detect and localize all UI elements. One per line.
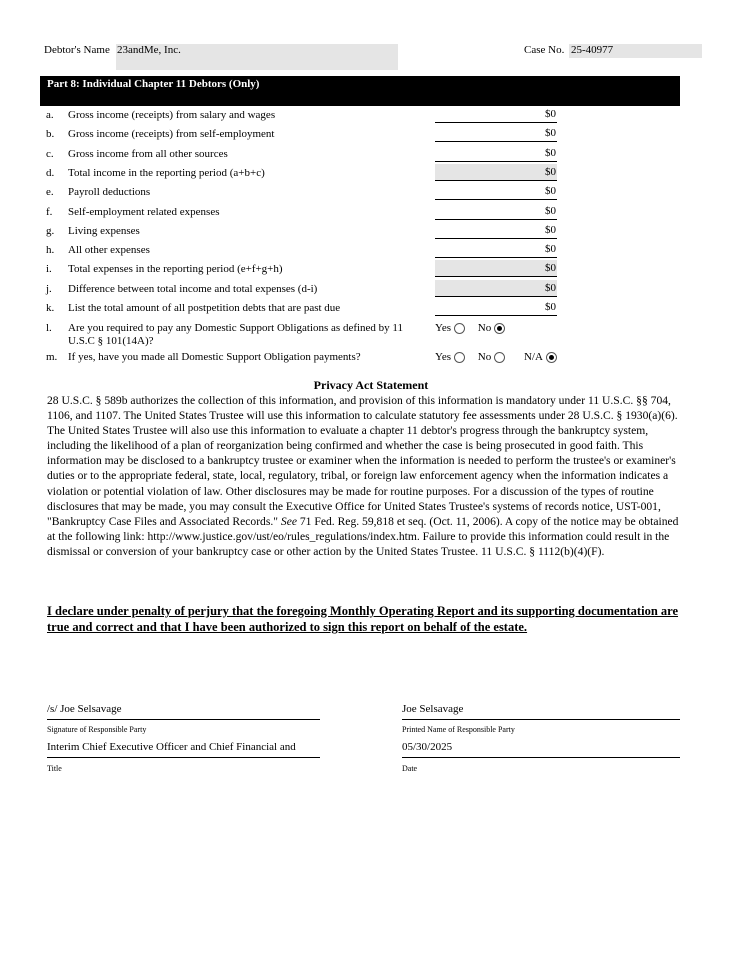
privacy-act-title: Privacy Act Statement	[313, 378, 429, 392]
printed-name-value: Joe Selsavage	[402, 703, 464, 715]
table-row	[0, 280, 742, 299]
table-row	[0, 241, 742, 260]
amount-field[interactable]: $0	[435, 125, 557, 142]
amount-field[interactable]: $0	[435, 145, 557, 162]
radio-button[interactable]	[454, 352, 465, 363]
title-value: Interim Chief Executive Officer and Chief Financial and	[47, 741, 296, 753]
date-field[interactable]	[402, 741, 680, 758]
radio-button[interactable]	[494, 352, 505, 363]
row-label: Gross income (receipts) from self-employment	[68, 128, 275, 141]
row-letter: a.	[46, 109, 54, 121]
radio-button-selected[interactable]	[494, 323, 505, 334]
perjury-declaration: I declare under penalty of perjury that the foregoing Monthly Operating Report and its supporting documentation are true and correct and that I have been authorized to sign this report on behalf of the estate.	[47, 604, 679, 634]
row-letter: c.	[46, 147, 54, 160]
row-letter: e.	[46, 186, 54, 199]
part-header-bar	[40, 76, 680, 106]
privacy-text-part-2: 71 Fed. Reg. 59,818 et seq. (Oct. 11, 2006). A copy of the notice may be obtained at the following link: http://www.justice.gov/ust/eo/rules_regulations/index.htm. Failure to provide this information could result in the dismissal or conversion of your bankruptcy case or other action by the United States Trustee. 11 U.S.C. § 1112(b)(4)(F).	[47, 514, 679, 558]
part-title: Part 8: Individual Chapter 11 Debtors (Only)	[47, 78, 260, 90]
row-letter: j.	[46, 282, 52, 295]
table-row	[0, 299, 742, 318]
row-label: Total expenses in the reporting period (e+f+g+h)	[68, 263, 283, 276]
radio-button-selected[interactable]	[546, 352, 557, 363]
row-label: Living expenses	[68, 224, 140, 237]
amount-field[interactable]: $0	[435, 299, 557, 316]
radio-button[interactable]	[454, 323, 465, 334]
question-label: Are you required to pay any Domestic Support Obligations as defined by 11 U.S.C § 101(14A)?	[68, 322, 404, 347]
date-value: 05/30/2025	[402, 741, 453, 753]
row-letter: d.	[46, 166, 55, 179]
row-label: Gross income from all other sources	[68, 147, 228, 160]
debtor-name-field[interactable]	[116, 44, 398, 70]
row-letter: i.	[46, 263, 52, 276]
privacy-act-body	[47, 393, 683, 559]
debtor-name-value: 23andMe, Inc.	[117, 44, 181, 56]
amount-field[interactable]: $0	[435, 106, 557, 123]
table-row	[0, 222, 742, 241]
question-letter: l.	[46, 322, 52, 334]
title-caption: Title	[47, 764, 62, 773]
amount-field[interactable]: $0	[435, 203, 557, 220]
table-row	[0, 106, 742, 125]
privacy-see-italic: See	[280, 514, 297, 528]
row-letter: g.	[46, 224, 55, 237]
row-letter: b.	[46, 128, 55, 141]
title-field[interactable]	[47, 741, 320, 758]
debtor-name-label: Debtor's Name	[44, 44, 110, 56]
row-label: Payroll deductions	[68, 186, 151, 199]
question-label: If yes, have you made all Domestic Support Obligation payments?	[68, 351, 361, 363]
radio-option-yes[interactable]: Yes	[435, 322, 471, 334]
amount-field[interactable]: $0	[435, 241, 557, 258]
row-label: Difference between total income and total expenses (d-i)	[68, 282, 318, 295]
amount-field[interactable]: $0	[435, 222, 557, 239]
row-label: Self-employment related expenses	[68, 205, 220, 218]
row-label: Total income in the reporting period (a+b+c)	[68, 166, 265, 179]
dso-required-radio-group	[435, 322, 515, 334]
table-row	[0, 183, 742, 202]
table-row	[0, 125, 742, 144]
signature-value: /s/ Joe Selsavage	[47, 703, 122, 715]
table-row	[0, 260, 742, 279]
radio-option-yes[interactable]: Yes	[435, 351, 471, 363]
row-label: Gross income (receipts) from salary and wages	[68, 109, 276, 121]
signature-field[interactable]	[47, 703, 320, 720]
radio-option-no[interactable]: No	[478, 322, 511, 334]
table-row	[0, 203, 742, 222]
row-letter: k.	[46, 302, 55, 314]
amount-field[interactable]: $0	[435, 280, 557, 297]
case-number-label: Case No.	[524, 44, 565, 56]
printed-name-field[interactable]	[402, 703, 680, 720]
row-label: All other expenses	[68, 244, 150, 257]
table-row	[0, 145, 742, 164]
row-letter: h.	[46, 244, 55, 257]
row-letter: f.	[46, 205, 53, 218]
question-letter: m.	[46, 351, 58, 363]
row-label: List the total amount of all postpetition debts that are past due	[68, 302, 341, 314]
amount-field[interactable]: $0	[435, 183, 557, 200]
amount-field[interactable]: $0	[435, 260, 557, 277]
radio-option-no[interactable]: No	[478, 351, 511, 363]
printed-name-caption: Printed Name of Responsible Party	[402, 725, 515, 734]
privacy-text-part-1: 28 U.S.C. § 589b authorizes the collection of this information, and provision of this information is mandatory under 11 U.S.C. §§ 704, 1106, and 1107. The United States Trustee will use this information to calculate statutory fee assessments under 28 U.S.C. § 1930(a)(6). The United States Trustee will also use this information to evaluate a chapter 11 debtor's progress through the bankruptcy system, including the likelihood of a plan of reorganization being confirmed and whether the case is being prosecuted in good faith. This information may be disclosed to a bankruptcy trustee or examiner when the information is needed to perform the trustee's or examiner's duties or to the appropriate federal, state, local, regulatory, tribal, or foreign law enforcement agency when the information indicates a violation or potential violation of law. Other disclosures may be made for routine purposes. For a discussion of the types of routine disclosures that may be made, you may consult the Executive Office for United States Trustee's systems of records notice, UST-001, "Bankruptcy Case Files and Associated Records."	[47, 394, 678, 528]
dso-payments-radio-group	[435, 351, 567, 363]
signature-caption: Signature of Responsible Party	[47, 725, 147, 734]
date-caption: Date	[402, 764, 418, 773]
radio-option-na[interactable]: N/A	[518, 351, 563, 363]
case-number-value: 25-40977	[571, 44, 614, 56]
amount-field[interactable]: $0	[435, 164, 557, 181]
table-row	[0, 164, 742, 183]
case-number-field[interactable]	[569, 44, 702, 58]
